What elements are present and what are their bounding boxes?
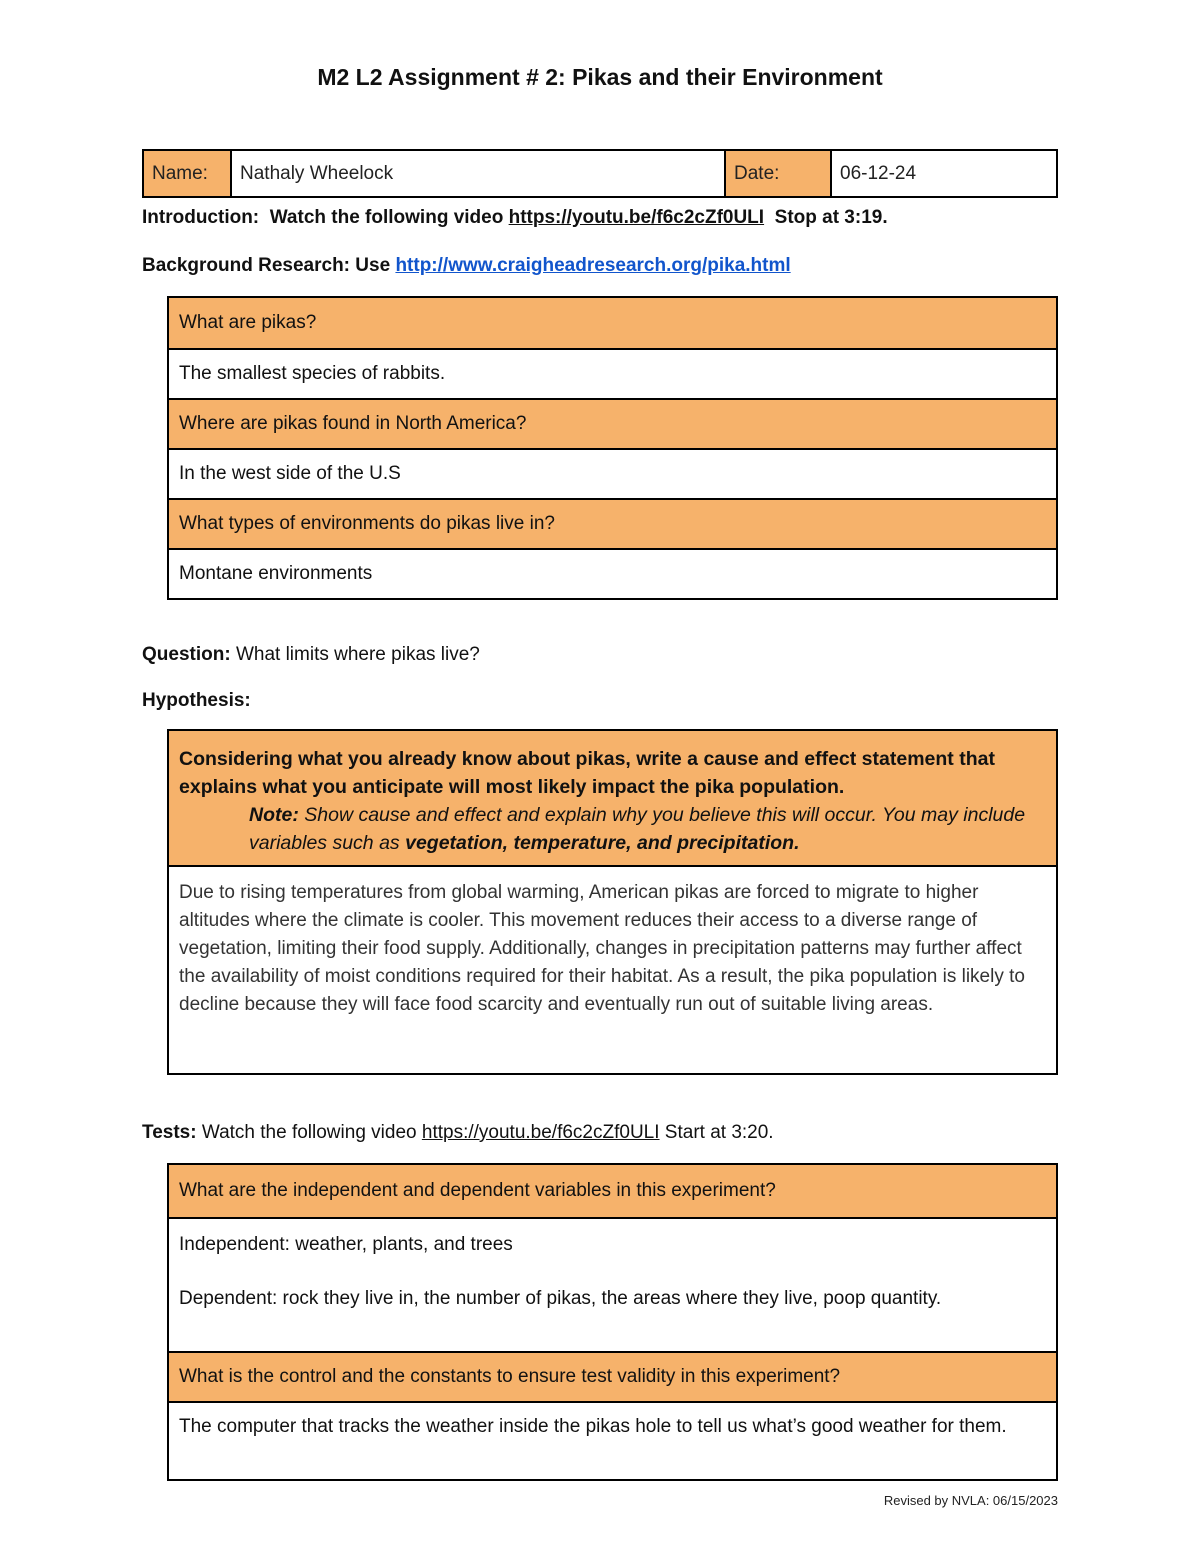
answer-row[interactable]: The smallest species of rabbits. [169,350,1056,400]
dependent-answer: Dependent: rock they live in, the number of pikas, the areas where they live, poop quantity. [179,1288,942,1309]
hypothesis-prompt [169,731,1056,867]
tests-line [142,1122,774,1144]
hypothesis-prompt-text: Considering what you already know about pikas, write a cause and effect statement that explains what you anticipate will most likely impact the pika population. [179,748,995,798]
variables-answer[interactable] [169,1219,1056,1353]
background-research-line [142,255,791,277]
hypothesis-line [142,690,251,712]
introduction-video-link[interactable]: https://youtu.be/f6c2cZf0ULI [508,207,765,228]
name-field[interactable]: Nathaly Wheelock [232,151,726,196]
page-title: M2 L2 Assignment # 2: Pikas and their Environment [317,64,883,90]
tests-table [167,1163,1058,1481]
control-answer[interactable]: The computer that tracks the weather inside the pikas hole to tell us what’s good weather for them. [179,1416,1007,1437]
hypothesis-label: Hypothesis: [142,690,251,711]
answer-row[interactable]: In the west side of the U.S [169,450,1056,500]
question-label: Question: [142,644,231,665]
tests-video-link[interactable]: https://youtu.be/f6c2cZf0ULI [421,1122,660,1143]
revision-footer: Revised by NVLA: 06/15/2023 [883,1493,1058,1508]
question-row: Where are pikas found in North America? [169,400,1056,450]
variables-question: What are the independent and dependent variables in this experiment? [169,1165,1056,1219]
control-question: What is the control and the constants to ensure test validity in this experiment? [169,1353,1056,1403]
date-label: Date: [726,151,832,196]
introduction-stop: Stop at 3:19. [774,207,888,228]
independent-answer: Independent: weather, plants, and trees [179,1234,513,1255]
answer-row[interactable]: Montane environments [179,563,373,584]
tests-label: Tests: [142,1122,197,1143]
background-research-link[interactable]: http://www.craigheadresearch.org/pika.html [395,255,791,276]
name-date-table [142,149,1058,198]
name-label: Name: [144,151,232,196]
note-end: . [794,832,800,854]
question-line [142,644,480,666]
hypothesis-note [179,801,1046,857]
note-label: Note: [249,804,299,826]
background-label: Background Research: [142,255,351,276]
tests-start: Start at 3:20. [664,1122,774,1143]
introduction-label: Introduction: [142,207,260,228]
note-variables: vegetation, temperature, and precipitation [405,832,795,854]
question-row: What types of environments do pikas live in? [169,500,1056,550]
introduction-line [142,207,888,229]
note-text: Show cause and effect and explain why you believe this will occur. You may include variables such as [249,804,1026,854]
tests-text: Watch the following video [201,1122,417,1143]
hypothesis-answer[interactable]: Due to rising temperatures from global warming, American pikas are forced to migrate to higher altitudes where the climate is cooler. This movement reduces their access to a diverse range of vegetation, limiting their food supply. Additionally, changes in precipitation patterns may further affect the availability of moist conditions required for their habitat. As a result, the pika population is likely to decline because they will face food scarcity and eventually run out of suitable living areas. [179,882,1025,1015]
introduction-text: Watch the following video [269,207,504,228]
background-research-table [167,296,1058,600]
hypothesis-table [167,729,1058,1075]
question-text: What limits where pikas live? [235,644,480,665]
date-field[interactable]: 06-12-24 [840,162,917,184]
background-text: Use [355,255,391,276]
question-row: What are pikas? [169,298,1056,350]
